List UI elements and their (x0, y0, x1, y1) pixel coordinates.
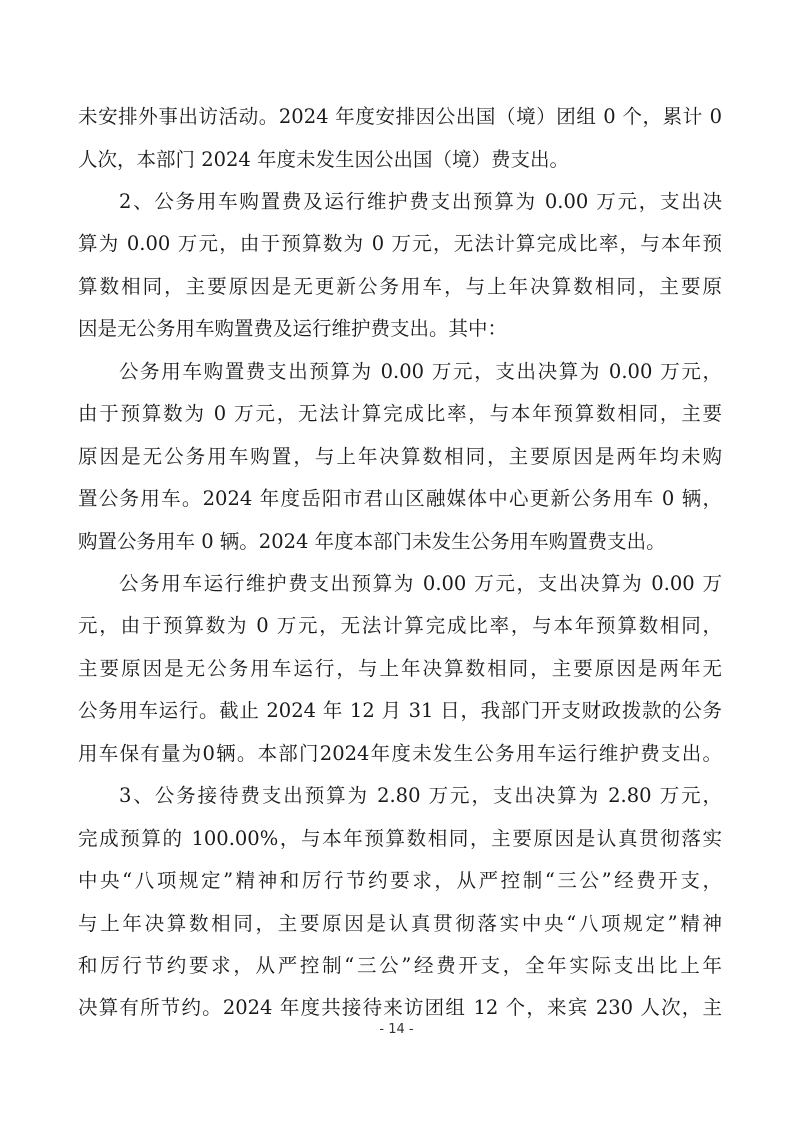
paragraph-line: 购置公务用车 0 辆。2024 年度本部门未发生公务用车购置费支出。 (78, 530, 666, 553)
paragraph-line: 完成预算的 100.00%，与本年预算数相同，主要原因是认真贯彻落实 (78, 827, 722, 850)
paragraph-line: 因是无公务用车购置费及运行维护费支出。其中： (78, 317, 508, 340)
paragraph-line: 决算有所节约。2024 年度共接待来访团组 12 个，来宾 230 人次，主 (78, 996, 722, 1019)
paragraph-line: 与上年决算数相同，主要原因是认真贯彻落实中央“八项规定”精神 (78, 912, 722, 935)
paragraph-line: 置公务用车。2024 年度岳阳市君山区融媒体中心更新公务用车 0 辆， (78, 487, 722, 510)
paragraph-line: 由于预算数为 0 万元，无法计算完成比率，与本年预算数相同，主要 (78, 402, 722, 425)
paragraph-line: 用车保有量为0辆。本部门2024年度未发生公务用车运行维护费支出。 (78, 742, 722, 765)
paragraph-line: 中央“八项规定”精神和厉行节约要求，从严控制“三公”经费开支， (78, 869, 722, 892)
paragraph-line: 人次，本部门 2024 年度未发生因公出国（境）费支出。 (78, 148, 570, 171)
paragraph-line: 公务用车运行。截止 2024 年 12 月 31 日，我部门开支财政拨款的公务 (78, 699, 722, 722)
paragraph-line: 主要原因是无公务用车运行，与上年决算数相同，主要原因是两年无 (78, 657, 722, 680)
paragraph-line: 2、公务用车购置费及运行维护费支出预算为 0.00 万元，支出决 (119, 190, 722, 213)
paragraph-line: 算为 0.00 万元，由于预算数为 0 万元，无法计算完成比率，与本年预 (78, 232, 722, 255)
paragraph-line: 算数相同，主要原因是无更新公务用车，与上年决算数相同，主要原 (78, 275, 722, 298)
paragraph-line: 未安排外事出访活动。2024 年度安排因公出国（境）团组 0 个，累计 0 (78, 105, 722, 128)
paragraph-line: 元，由于预算数为 0 万元，无法计算完成比率，与本年预算数相同， (78, 614, 722, 637)
paragraph-line: 3、公务接待费支出预算为 2.80 万元，支出决算为 2.80 万元， (119, 784, 722, 807)
paragraph-line: 原因是无公务用车购置，与上年决算数相同，主要原因是两年均未购 (78, 445, 722, 468)
page-number: - 14 - (379, 1022, 414, 1037)
paragraph-line: 公务用车购置费支出预算为 0.00 万元，支出决算为 0.00 万元， (119, 360, 722, 383)
paragraph-line: 公务用车运行维护费支出预算为 0.00 万元，支出决算为 0.00 万 (119, 572, 722, 595)
paragraph-line: 和厉行节约要求，从严控制“三公”经费开支，全年实际支出比上年 (78, 954, 722, 977)
